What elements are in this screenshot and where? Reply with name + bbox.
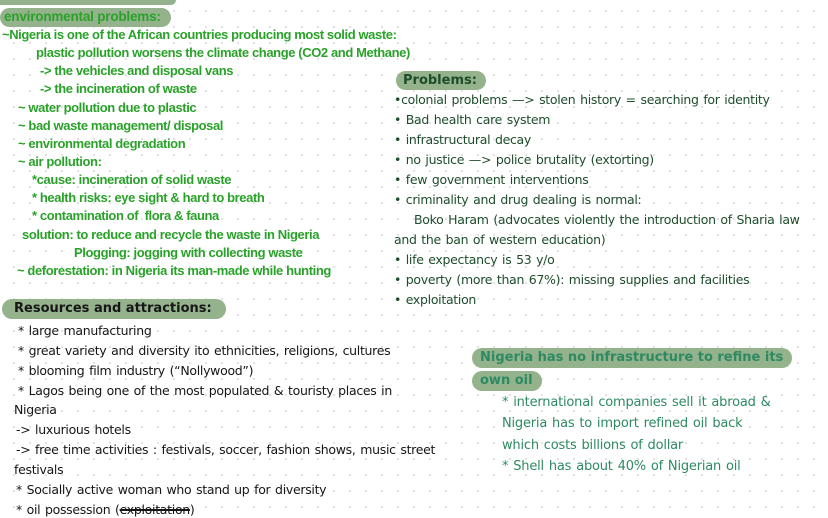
resources-line: -> luxurious hotels <box>16 422 131 438</box>
oil-section-header-line1: Nigeria has no infrastructure to refine its <box>472 348 792 368</box>
problems-line: • poverty (more than 67%): missing supplies and facilities <box>394 272 750 287</box>
env-line: * health risks: eye sight & hard to breath <box>32 190 265 206</box>
env-line: ~ water pollution due to plastic <box>18 99 197 115</box>
problems-line: • criminality and drug dealing is normal: <box>394 192 642 207</box>
resources-oil-line <box>14 500 435 518</box>
oil-section-body <box>478 392 771 477</box>
problems-line: • exploitation <box>394 292 477 307</box>
problems-line: • infrastructural decay <box>394 132 532 147</box>
resources-line: * blooming film industry (“Nollywood”) <box>18 362 254 378</box>
oil-possession-suffix: ) <box>189 501 195 517</box>
oil-possession-struck-word: exploitation <box>119 501 190 517</box>
oil-line: * Shell has about 40% of Nigerian oil <box>502 458 741 474</box>
env-line: Plogging: jogging with collecting waste <box>74 244 303 260</box>
oil-line: which costs billions of dollar <box>502 437 684 453</box>
env-line: ~ bad waste management/ disposal <box>18 117 224 133</box>
env-line: ~ air pollution: <box>18 153 102 169</box>
problems-line: and the ban of western education) <box>394 232 606 247</box>
problems-line: • no justice —> police brutality (extorting) <box>394 152 654 167</box>
env-section-body <box>2 26 410 280</box>
problems-section-header: Problems: <box>396 71 486 90</box>
env-line: solution: to reduce and recycle the waste in Nigeria <box>22 226 320 242</box>
resources-section-header: Resources and attractions: <box>2 299 226 319</box>
env-line: * contamination of flora & fauna <box>32 208 219 224</box>
resources-line: festivals <box>14 461 64 477</box>
problems-line: • few government interventions <box>394 172 589 187</box>
resources-line: -> free time activities : festivals, soccer, fashion shows, music street <box>16 442 436 458</box>
env-line: -> the vehicles and disposal vans <box>40 63 234 79</box>
resources-line: * great variety and diversity ito ethnicities, religions, cultures <box>18 342 391 358</box>
env-line: plastic pollution worsens the climate change (CO2 and Methane) <box>36 45 410 61</box>
oil-line: * international companies sell it abroad & <box>502 395 771 410</box>
resources-line: Nigeria <box>14 402 57 418</box>
oil-possession-prefix: * oil possession ( <box>16 501 120 517</box>
env-line: ~ deforestation: in Nigeria its man-made while hunting <box>17 262 331 278</box>
env-line: *cause: incineration of solid waste <box>32 172 232 188</box>
problems-line: • life expectancy is 53 y/o <box>394 252 555 267</box>
env-line: ~Nigeria is one of the African countries producing most solid waste: <box>2 27 397 42</box>
top-highlight-remnant <box>0 0 176 5</box>
env-section-header: environmental problems: <box>0 8 171 27</box>
resources-line: * large manufacturing <box>18 323 152 338</box>
oil-section-header-line2: own oil <box>472 371 542 391</box>
oil-line: Nigeria has to import refined oil back <box>502 416 743 432</box>
env-line: -> the incineration of waste <box>40 81 197 97</box>
resources-section-body <box>14 321 435 518</box>
problems-line: Boko Haram (advocates violently the introduction of Sharia law <box>414 212 800 227</box>
env-line: ~ environmental degradation <box>18 135 186 151</box>
problems-line: •colonial problems —> stolen history = searching for identity <box>394 92 770 107</box>
problems-line: • Bad health care system <box>394 112 551 127</box>
problems-section-body <box>394 90 800 310</box>
resources-line: * Socially active woman who stand up for diversity <box>16 481 327 497</box>
resources-line: * Lagos being one of the most populated & touristy places in <box>18 382 392 398</box>
